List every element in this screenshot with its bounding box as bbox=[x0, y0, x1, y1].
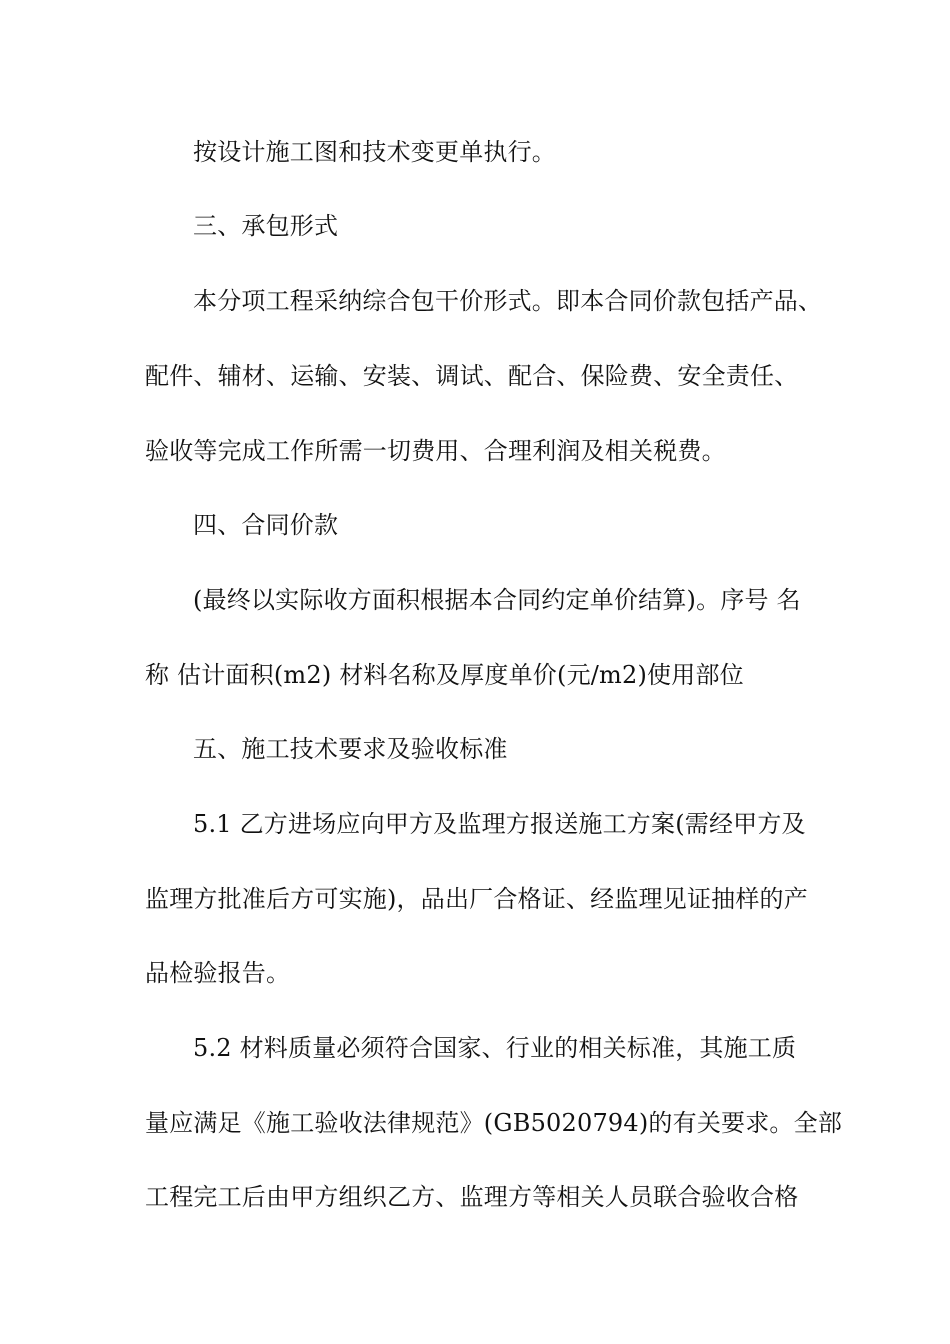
paragraph-line: 品检验报告。 bbox=[145, 959, 291, 987]
paragraph-line: 工程完工后由甲方组织乙方、监理方等相关人员联合验收合格 bbox=[145, 1183, 799, 1211]
paragraph-line: 本分项工程采纳综合包干价形式。即本合同价款包括产品、 bbox=[193, 287, 823, 315]
section-heading: 三、承包形式 bbox=[193, 212, 339, 240]
paragraph-line: 按设计施工图和技术变更单执行。 bbox=[193, 138, 556, 166]
section-heading: 五、施工技术要求及验收标准 bbox=[193, 735, 508, 763]
paragraph-line: 5.2 材料质量必须符合国家、行业的相关标准，其施工质 bbox=[193, 1034, 797, 1062]
paragraph-line: 量应满足《施工验收法律规范》(GB5020794)的有关要求。全部 bbox=[145, 1109, 843, 1137]
paragraph-line: (最终以实际收方面积根据本合同约定单价结算)。序号 名 bbox=[193, 586, 801, 614]
paragraph-line: 验收等完成工作所需一切费用、合理利润及相关税费。 bbox=[145, 437, 726, 465]
section-heading: 四、合同价款 bbox=[193, 511, 339, 539]
paragraph-line: 5.1 乙方进场应向甲方及监理方报送施工方案(需经甲方及 bbox=[193, 810, 806, 838]
paragraph-line: 配件、辅材、运输、安装、调试、配合、保险费、安全责任、 bbox=[145, 362, 799, 390]
paragraph-line: 称 估计面积(m2) 材料名称及厚度单价(元/m2)使用部位 bbox=[145, 661, 744, 689]
paragraph-line: 监理方批准后方可实施)，品出厂合格证、经监理见证抽样的产 bbox=[145, 885, 808, 913]
